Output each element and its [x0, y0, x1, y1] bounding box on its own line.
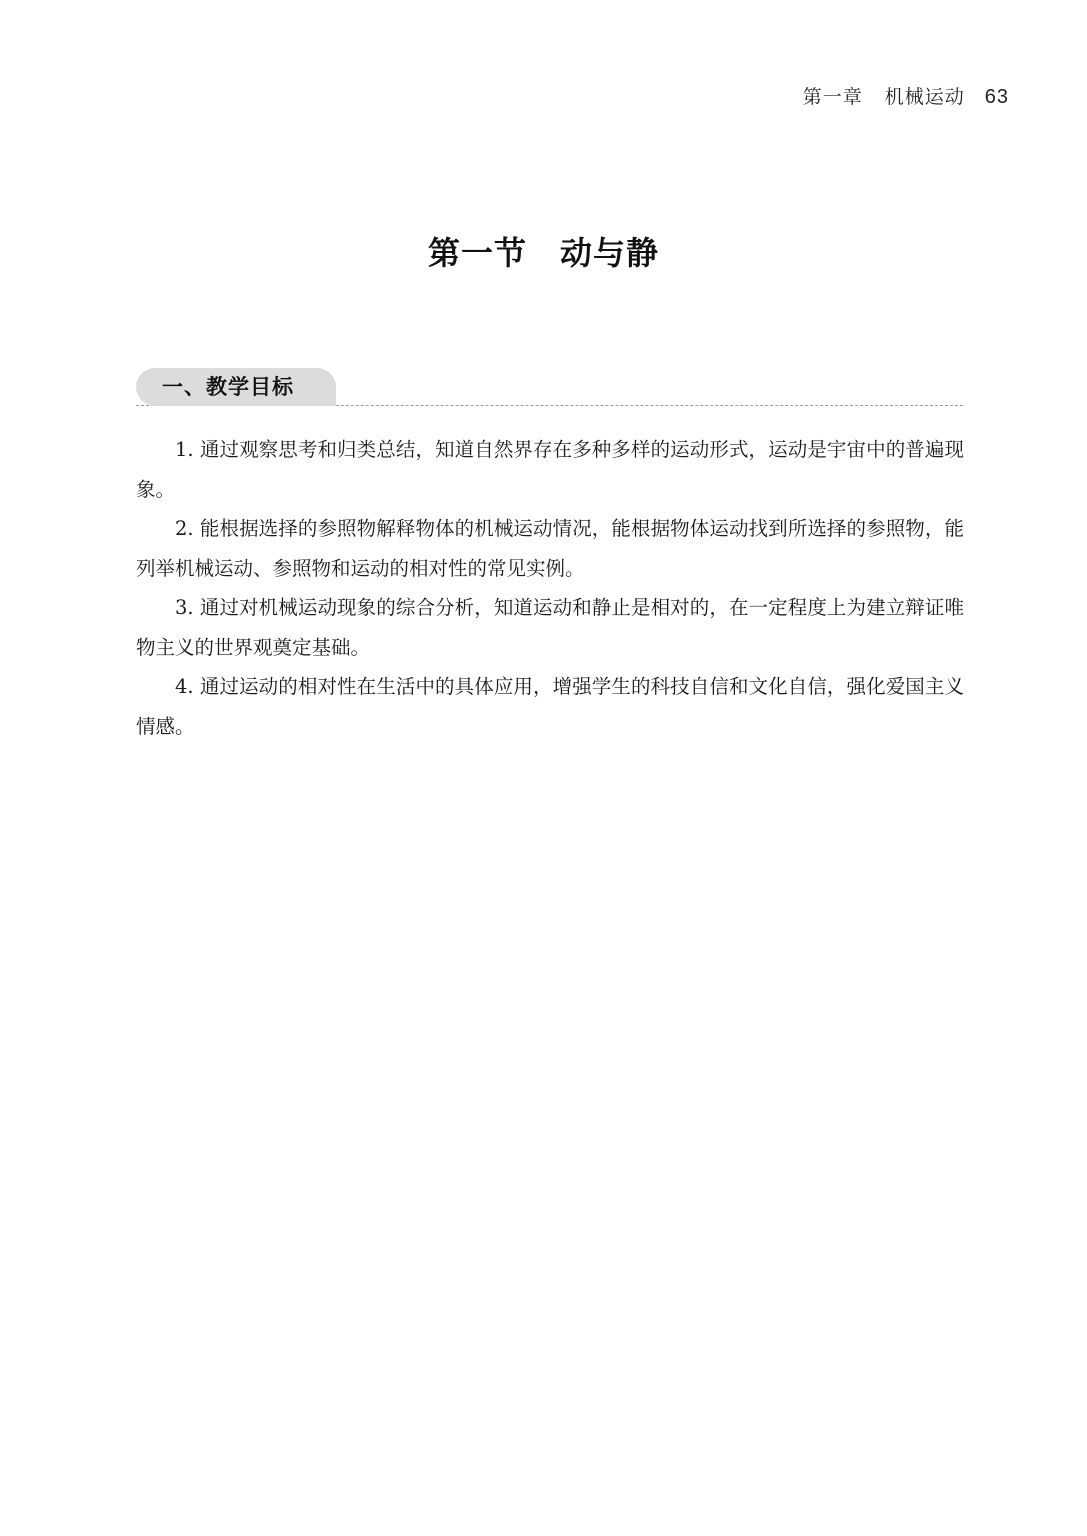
objectives-list: [136, 430, 964, 746]
page-number: 63: [984, 86, 1009, 108]
objective-item: 1. 通过观察思考和归类总结，知道自然界存在多种多样的运动形式，运动是宇宙中的普遍现象。: [136, 438, 964, 501]
subsection-heading: 一、教学目标: [136, 368, 336, 406]
objective-item: 3. 通过对机械运动现象的综合分析，知道运动和静止是相对的，在一定程度上为建立辩证唯物主义的世界观奠定基础。: [136, 596, 964, 659]
subsection-header: [136, 368, 963, 408]
objective-item: 4. 通过运动的相对性在生活中的具体应用，增强学生的科技自信和文化自信，强化爱国主义情感。: [136, 675, 964, 738]
objective-item: 2. 能根据选择的参照物解释物体的机械运动情况，能根据物体运动找到所选择的参照物，能列举机械运动、参照物和运动的相对性的常见实例。: [136, 517, 964, 580]
chapter-label: 第一章: [802, 86, 863, 108]
section-title: 第一节 动与静: [427, 234, 659, 272]
chapter-title: 机械运动: [884, 86, 965, 108]
running-header: [803, 82, 1009, 109]
